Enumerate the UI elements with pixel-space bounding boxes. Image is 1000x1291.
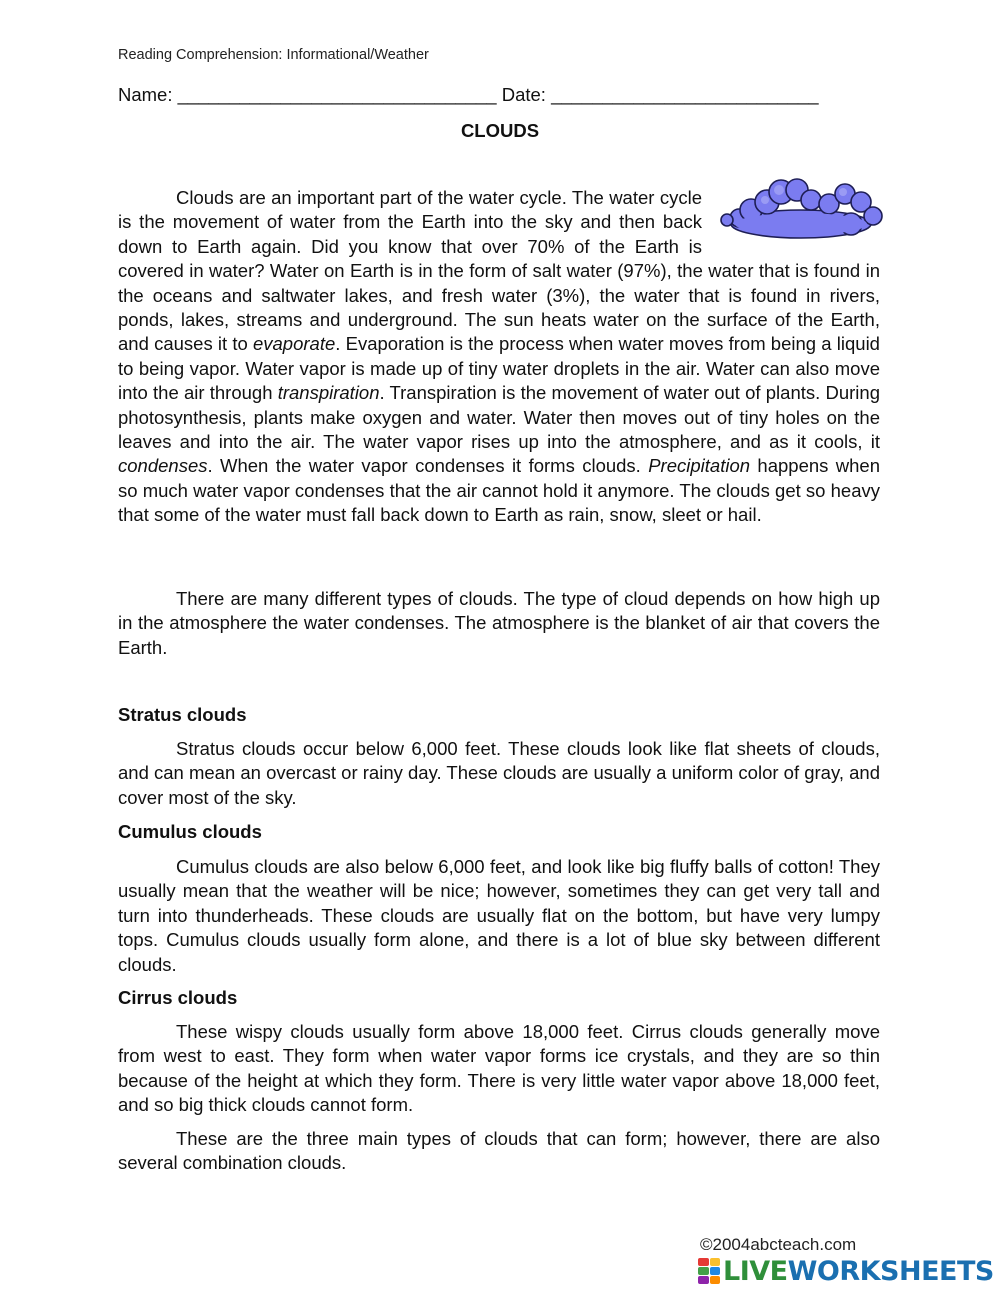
- intro-text-5: happens when so much water vapor condenses that the air cannot hold it anymore. The clouds get so heavy that some of the water must fall back down to Earth as rain, snow, sleet or hail.: [118, 455, 881, 526]
- intro-paragraph: [118, 186, 880, 528]
- liveworksheets-wordmark: [723, 1256, 994, 1287]
- cloud-wrap-spacer: [702, 186, 880, 256]
- cumulus-heading: Cumulus clouds: [118, 821, 262, 842]
- cumulus-text: Cumulus clouds are also below 6,000 feet, and look like big fluffy balls of cotton! They usually mean that the weather will be nice; however, sometimes they can get very tall and turn into thunderheads. These clouds are usually flat on the bottom, but have very lumpy tops. Cumulus clouds usually form alone, and there is a lot of blue sky between different clouds.: [118, 856, 880, 975]
- cirrus-text: These wispy clouds usually form above 18,000 feet. Cirrus clouds generally move from west to east. They form when water vapor forms ice crystals, and they are so thin because of the height at which they form. There is very little water vapor above 18,000 feet, and so big thick clouds cannot form.: [118, 1021, 880, 1116]
- name-date-line: Name: _______________________________ Date: __________________________: [118, 84, 819, 105]
- closing-paragraph: [118, 1127, 880, 1176]
- intro-text-2: . Evaporation is the process when water moves from being a liquid to being vapor. Water vapor is made up of tiny water droplets in the air. Water can also move into the air through: [118, 333, 880, 404]
- types-paragraph: [118, 587, 880, 660]
- liveworksheets-icon: [698, 1258, 720, 1284]
- stratus-heading: Stratus clouds: [118, 704, 247, 725]
- liveworksheets-logo: [698, 1256, 994, 1286]
- page-title: CLOUDS: [460, 120, 540, 141]
- cirrus-paragraph: [118, 1020, 880, 1118]
- term-precipitation: Precipitation: [648, 455, 751, 477]
- term-condenses: condenses: [118, 455, 208, 477]
- cumulus-paragraph: [118, 855, 880, 977]
- term-transpiration: transpiration: [277, 382, 380, 404]
- stratus-paragraph: [118, 737, 880, 810]
- copyright-notice: ©2004abcteach.com: [700, 1235, 857, 1254]
- types-text: There are many different types of clouds. The type of cloud depends on how high up in the atmosphere the water condenses. The atmosphere is the blanket of air that covers the Earth.: [118, 588, 880, 658]
- brand-first-word: LIVE: [723, 1255, 788, 1287]
- cirrus-heading: Cirrus clouds: [118, 987, 238, 1008]
- closing-text: These are the three main types of clouds that can form; however, there are also several combination clouds.: [118, 1128, 880, 1174]
- worksheet-subject: Reading Comprehension: Informational/Weather: [118, 47, 429, 63]
- stratus-text: Stratus clouds occur below 6,000 feet. These clouds look like flat sheets of clouds, and can mean an overcast or rainy day. These clouds are usually a uniform color of gray, and cover most of the sky.: [118, 738, 880, 808]
- intro-text-1: Clouds are an important part of the water cycle. The water cycle is the movement of water from the Earth into the sky and then back down to Earth again. Did you know that over 70% of the Earth is covered in water? Water on Earth is in the form of salt water (97%), the water that is found in the oceans and saltwater lakes, and fresh water (3%), the water that is found in rivers, ponds, lakes, streams and underground. The sun heats water on the surface of the Earth, and causes it to: [118, 187, 880, 355]
- term-evaporate: evaporate: [252, 333, 336, 355]
- intro-text-4: . When the water vapor condenses it forms clouds.: [207, 455, 649, 477]
- intro-text-3: . Transpiration is the movement of water out of plants. During photosynthesis, plants make oxygen and water. Water then moves out of tiny holes on the leaves and into the air. The water vapor rises up into the atmosphere, and as it cools, it: [118, 382, 880, 453]
- brand-second-word: WORKSHEETS: [787, 1255, 994, 1287]
